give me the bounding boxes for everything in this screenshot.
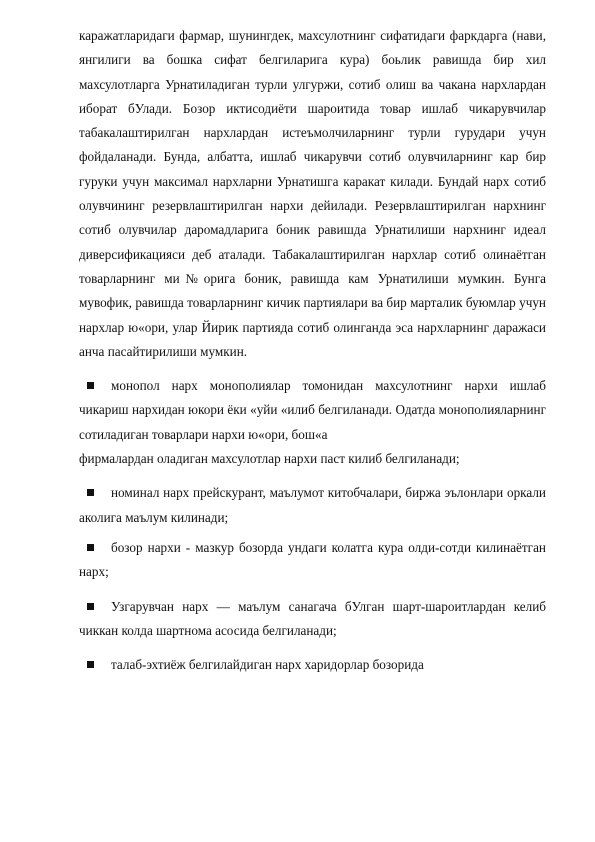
- list-item: [79, 653, 546, 677]
- list-item: [79, 536, 546, 585]
- square-bullet-icon: [87, 544, 94, 551]
- square-bullet-icon: [87, 382, 94, 389]
- list-item-text: монопол нарх монополиялар томонидан махсулотнинг нархи ишлаб чикариш нархидан юкори ёки «уйи «илиб белгиланади. Одатда монополияларнинг сотиладиган товарлари нархи ю«ори, бош«а: [79, 378, 546, 442]
- list-item-continuation: фирмалардан оладиган махсулотлар нархи паст килиб белгиланади;: [79, 451, 460, 467]
- intro-paragraph: каражатларидаги фармар, шунингдек, махсулотнинг сифатидаги фаркдарга (нави, янгилиги ва бошка сифат белгиларига кура) боьлик равишда бир хил махсулотларга Урнатиладиган турли улгуржи, сотиб олиш ва чакана нархлардан иборат бУлади. Бозор иктисодиёти шароитида товар ишлаб чикарувчилар табакалаштирилган нархлардан истеъмолчиларнинг турли гурудари учун фойдаланади. Бунда, албатта, ишлаб чикарувчи сотиб олувчиларнинг кар бир гуруки учун максимал нархларни Урнатишга каракат килади. Бундай нарх сотиб олувчининг резервлаштирилган нархи дейилади. Резервлаштирилган нархнинг сотиб олувчилар даромадларига боник равишда Урнатилиши нархнинг идеал диверсификацияси деб аталади. Табакалаштирилган нархлар сотиб олинаётган товарларнинг ми№орига боник, равишда кам Урнатилиши мумкин. Бунга мувофик, равишда товарларнинг кичик партиялари ва бир марталик буюмлар учун нархлар ю«ори, улар Йирик партияда сотиб олинганда эса нархларнинг даражаси анча пасайтирилиши мумкин.: [79, 28, 546, 359]
- list-item: [79, 595, 546, 644]
- list-item: [79, 374, 546, 447]
- bullet-list: [79, 374, 546, 677]
- square-bullet-icon: [87, 603, 94, 610]
- list-item-text: Узгарувчан нарх — маълум санагача бУлган шарт-шароитлардан келиб чиккан колда шартнома асосида белгиланади;: [79, 598, 546, 638]
- list-item-text: номинал нарх прейскурант, маълумот китобчалари, биржа эълонлари оркали аколига маълум килинади;: [79, 485, 546, 525]
- document-page: [79, 24, 546, 677]
- list-item-text: бозор нархи - мазкур бозорда ундаги колатга кура олди-сотди килинаётган нарх;: [79, 539, 546, 580]
- list-item-text: талаб-эхтиёж белгилайдиган нарх харидорлар бозорида: [111, 657, 424, 673]
- list-item: [79, 481, 546, 530]
- square-bullet-icon: [87, 489, 94, 496]
- square-bullet-icon: [87, 661, 94, 668]
